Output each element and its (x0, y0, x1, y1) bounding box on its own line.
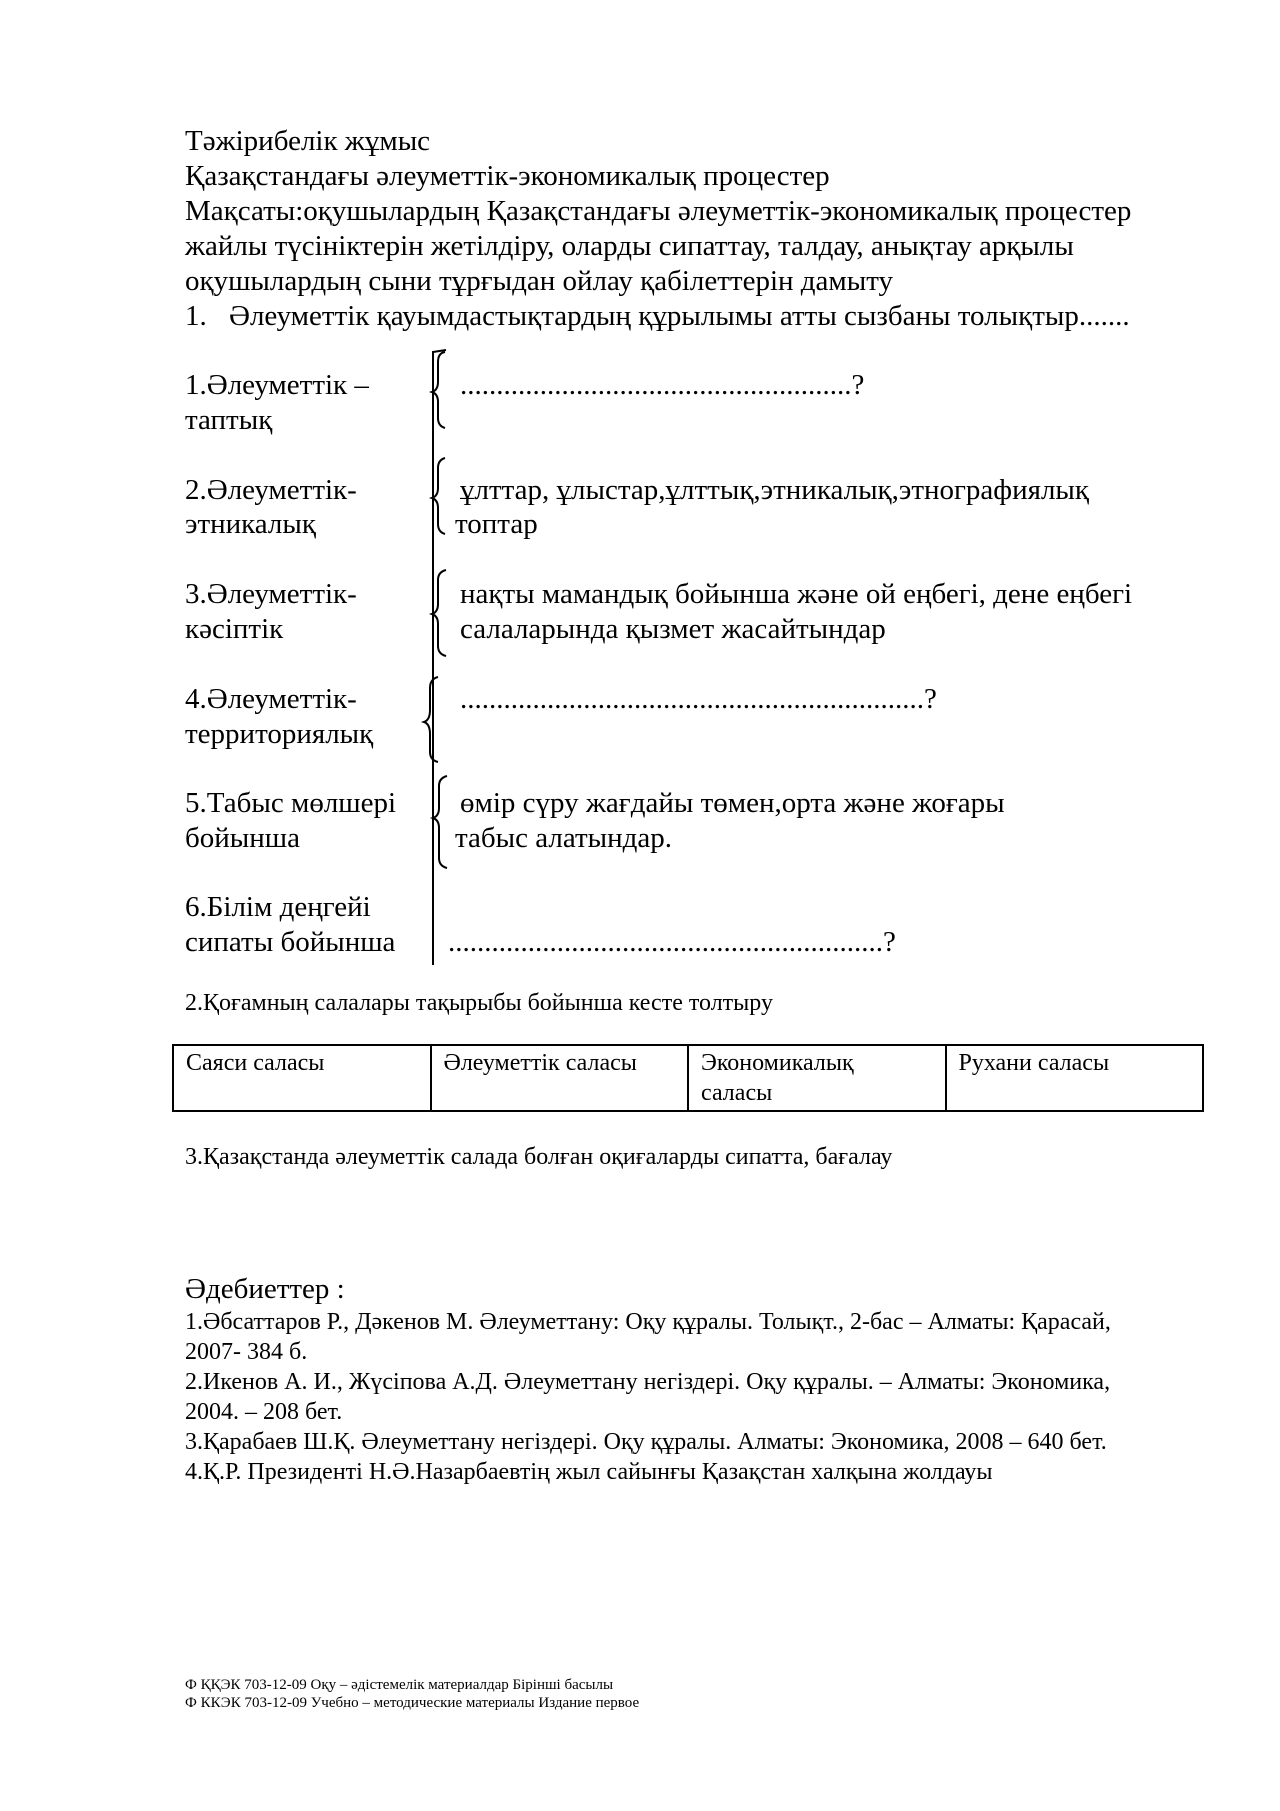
references-heading: Әдебиеттер : (185, 1273, 345, 1305)
table-cell-economic (688, 1045, 946, 1111)
scheme-label-5a: 5.Табыс мөлшері (185, 787, 397, 819)
reference-line-6: 4.Қ.Р. Президенті Н.Ә.Назарбаевтің жыл сайынғы Қазақстан халқына жолдауы (185, 1459, 993, 1485)
cell-text: Рухани саласы (958, 1050, 1110, 1076)
table-cell-political (173, 1045, 431, 1111)
scheme-desc-2a: ұлттар, ұлыстар,ұлттық,этникалық,этнографиялық (460, 474, 1089, 506)
task1-text: Әлеуметтік қауымдастықтардың құрылымы атты сызбаны толықтыр....... (229, 300, 1130, 332)
brace-group (424, 350, 447, 965)
brace-3 (432, 570, 446, 656)
reference-line-4: 2004. – 208 бет. (185, 1399, 343, 1425)
table-cell-social (431, 1045, 689, 1111)
reference-line-5: 3.Қарабаев Ш.Қ. Әлеуметтану негіздері. Оқу құралы. Алматы: Экономика, 2008 – 640 бет. (185, 1429, 1107, 1455)
reference-line-3: 2.Икенов А. И., Жүсіпова А.Д. Әлеуметтану негіздері. Оқу құралы. – Алматы: Экономика, (185, 1369, 1111, 1395)
scheme-label-2a: 2.Әлеуметтік- (185, 474, 357, 506)
goal-line-2: жайлы түсініктерін жетілдіру, оларды сипаттау, талдау, анықтау арқылы (185, 230, 1074, 262)
scheme-desc-3a: нақты мамандық бойынша және ой еңбегі, дене еңбегі (460, 578, 1133, 610)
topic-title: Қазақстандағы әлеуметтік-экономикалық процестер (185, 160, 830, 192)
scheme-desc-5a: өмір сүру жағдайы төмен,орта және жоғары (460, 787, 1005, 819)
footer-line-1: Ф ҚҚЭК 703-12-09 Оқу – әдістемелік материалдар Бірінші басылы (185, 1677, 614, 1693)
scheme-main-line (433, 350, 446, 965)
goal-line-3: оқушылардың сыни тұрғыдан ойлау қабілеттерін дамыту (185, 265, 894, 297)
scheme-label-6a: 6.Білім деңгейі (185, 891, 371, 923)
scheme-label-3b: кәсіптік (185, 613, 284, 645)
cell-text: саласы (701, 1080, 773, 1106)
scheme-desc-1a: ......................................................? (460, 369, 865, 401)
spheres-table (172, 1044, 1204, 1112)
reference-line-2: 2007- 384 б. (185, 1339, 308, 1365)
scheme-label-4b: территориялық (185, 718, 374, 750)
scheme-label-4a: 4.Әлеуметтік- (185, 683, 357, 715)
reference-line-1: 1.Әбсаттаров Р., Дәкенов М. Әлеуметтану: Оқу құралы. Толықт., 2-бас – Алматы: Қарасай, (185, 1309, 1111, 1335)
cell-text: Саяси саласы (186, 1050, 325, 1076)
table-row (173, 1045, 1203, 1111)
brace-4 (424, 677, 438, 762)
document-title: Тәжірибелік жұмыс (185, 125, 431, 157)
scheme-label-1a: 1.Әлеуметтік – (185, 369, 369, 401)
table-cell-spiritual (946, 1045, 1204, 1111)
scheme-desc-5b: табыс алатындар. (455, 822, 673, 854)
scheme-label-5b: бойынша (185, 822, 300, 854)
scheme-label-2b: этникалық (185, 508, 316, 540)
task2-text: 2.Қоғамның салалары тақырыбы бойынша кесте толтыру (185, 990, 773, 1016)
scheme-desc-2b: топтар (455, 508, 538, 540)
goal-line-1: Мақсаты:оқушылардың Қазақстандағы әлеуметтік-экономикалық процестер (185, 195, 1132, 227)
cell-text: Экономикалық (701, 1050, 854, 1076)
scheme-desc-3b: салаларында қызмет жасайтындар (460, 613, 886, 645)
scheme-label-1b: таптық (185, 404, 273, 436)
cell-text: Әлеуметтік саласы (443, 1050, 637, 1076)
brace-5 (433, 776, 447, 868)
task3-text: 3.Қазақстанда әлеуметтік салада болған оқиғаларды сипатта, бағалау (185, 1144, 893, 1170)
task1-number: 1. (185, 300, 207, 332)
footer-line-2: Ф ККЭК 703-12-09 Учебно – методические материалы Издание первое (185, 1695, 640, 1711)
scheme-desc-4a: ................................................................? (460, 683, 937, 715)
scheme-label-3a: 3.Әлеуметтік- (185, 578, 357, 610)
scheme-label-6b: сипаты бойынша (185, 926, 396, 958)
scheme-desc-6a: ............................................................? (448, 926, 896, 958)
